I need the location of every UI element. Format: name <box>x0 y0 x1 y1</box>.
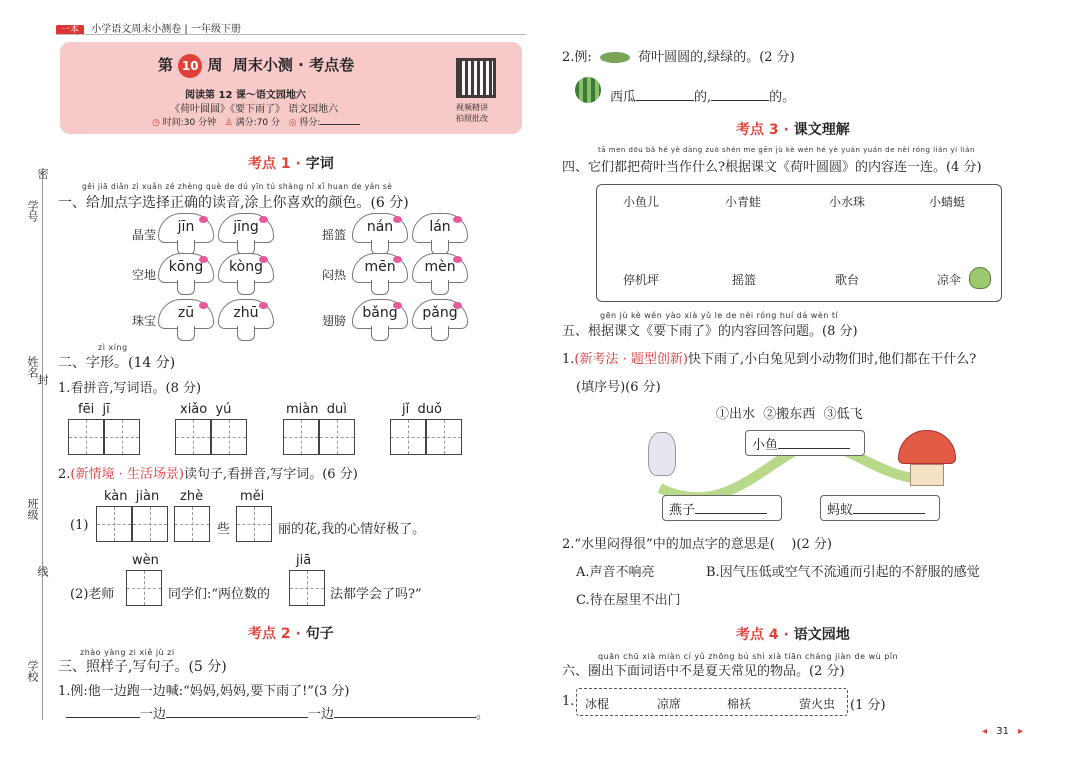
brand-badge: 一本 <box>56 25 84 35</box>
week-badge: 10 <box>178 54 202 78</box>
series-title: 小学语文周末小测卷 <box>91 24 182 35</box>
kp1-label: 考点 1 <box>248 156 291 172</box>
clock-icon: ◷ <box>152 118 160 128</box>
q6-items-box <box>576 688 848 716</box>
mushroom-stem <box>431 326 449 341</box>
q1-word-6: 翅膀 <box>322 314 347 328</box>
s2-py1: wèn <box>132 553 159 568</box>
mushroom-option-2-1[interactable] <box>158 253 214 295</box>
q3-blank-word-2: 一边 <box>308 707 335 722</box>
pinyin-option: zhū <box>233 305 259 321</box>
q3b-prefix: 2.例: <box>562 50 592 65</box>
q2-pinyin: zì xíng <box>98 343 128 352</box>
q5-box-2-label: 燕子 <box>669 503 696 518</box>
q6-item-3[interactable]: 棉袄 <box>727 697 752 711</box>
q6-score: (1 分) <box>850 698 886 713</box>
mushroom-option-3-1[interactable] <box>158 299 214 341</box>
kp3-heading: 考点 3 · 课文理解 <box>736 122 850 138</box>
mushroom-option-5-2[interactable] <box>412 253 468 295</box>
q4-bottom-3[interactable]: 歌台 <box>835 273 860 287</box>
q5-sub1-note: (填序号)(6 分) <box>576 380 661 395</box>
q3b-line2-end: 的。 <box>769 90 796 105</box>
grade-label: 一年级下册 <box>190 24 241 35</box>
s1-grid-a[interactable] <box>96 506 168 546</box>
kp4-title: 语文园地 <box>793 627 850 643</box>
q1-pinyin: gěi jiā diǎn zì xuǎn zé zhèng què de dú yīn tú shàng nǐ xǐ huan de yán sè <box>82 182 393 191</box>
s1-mid: 些 <box>217 522 231 537</box>
mushroom-stem <box>431 280 449 295</box>
pinyin-option: kōng <box>168 259 204 275</box>
s1-end: 丽的花,我的心情好极了。 <box>278 522 426 537</box>
running-header: 一本 小学语文周末小测卷 | 一年级下册 <box>56 20 241 35</box>
q2-sub2 <box>58 463 358 482</box>
side-seal-3: 线 <box>36 566 49 577</box>
binding-line <box>42 170 43 720</box>
q5-sub1 <box>562 348 976 367</box>
q2-sub2-tag: (新情境 · 生活场景) <box>70 467 184 482</box>
q6-pinyin: quān chū xià miàn cí yǔ zhōng bú shì xià tiān cháng jiàn de wù pǐn <box>598 652 899 661</box>
s1-grid-b[interactable] <box>174 506 210 546</box>
s2-py2: jiā <box>296 553 312 568</box>
banner-title-pre: 第 <box>158 56 174 74</box>
target-icon: ◎ <box>288 118 297 128</box>
pinyin-option: kòng <box>229 259 263 275</box>
person-icon: ♙ <box>224 118 233 128</box>
q4-bottom-1[interactable]: 停机坪 <box>623 273 660 287</box>
rabbit-icon <box>648 432 676 476</box>
q5-box-3-label: 蚂蚁 <box>827 503 854 518</box>
q6-item-4[interactable]: 萤火虫 <box>799 697 836 711</box>
q1-word-2: 空地 <box>132 268 157 282</box>
mushroom-stem <box>177 326 195 341</box>
q2-grid-3[interactable] <box>283 419 355 459</box>
banner <box>60 42 522 134</box>
q3-answer-line[interactable]: 一边 一边 。 <box>66 703 489 722</box>
q2-py-3: miàn duì <box>286 402 347 417</box>
scope-line1: 阅读第 12 课～语文园地六 <box>185 90 306 101</box>
banner-title <box>158 54 354 78</box>
side-name: 姓名 <box>26 356 39 378</box>
q2-py-4: jǐ duǒ <box>402 402 442 417</box>
kp3-label: 考点 3 <box>736 122 779 138</box>
pinyin-option: bǎng <box>362 305 398 321</box>
q4-text: 四、它们都把荷叶当作什么?根据课文《荷叶圆圆》的内容连一连。(4 分) <box>562 160 982 175</box>
q5-text: 五、根据课文《要下雨了》的内容回答问题。(8 分) <box>562 324 858 339</box>
score-label: 得分: <box>299 118 321 128</box>
mushroom-option-3-2[interactable] <box>218 299 274 341</box>
q4-top-3[interactable]: 小水珠 <box>829 195 866 209</box>
q4-top-1[interactable]: 小鱼儿 <box>623 195 660 209</box>
side-seal-2: 封 <box>36 374 49 385</box>
q6-text: 六、圈出下面词语中不是夏天常见的物品。(2 分) <box>562 664 845 679</box>
pinyin-option: mèn <box>424 259 456 275</box>
q3b-line1 <box>562 46 795 65</box>
q6-prefix: 1. <box>562 694 575 709</box>
watermelon-icon <box>575 77 601 103</box>
time-label: 时间:30 分钟 <box>162 118 217 128</box>
q5-sub2: 2.“水里闷得很”中的加点字的意思是( )(2 分) <box>562 537 832 552</box>
side-class: 班级 <box>26 498 39 520</box>
pinyin-option: jīn <box>177 219 195 235</box>
q3b-line2[interactable] <box>610 86 795 105</box>
kp3-title: 课文理解 <box>793 122 850 138</box>
q5-sub1-tag: (新考法 · 题型创新) <box>574 352 688 367</box>
q5-opt-b[interactable]: B.因气压低或空气不流通而引起的不舒服的感觉 <box>706 565 980 580</box>
s2-no: (2)老师 <box>70 587 115 602</box>
q3b-text: 荷叶圆圆的,绿绿的。(2 分) <box>638 50 795 65</box>
kp2-label: 考点 2 <box>248 626 291 642</box>
mushroom-option-2-2[interactable] <box>218 253 274 295</box>
mushroom-house-stem <box>910 464 944 486</box>
side-school: 学校 <box>26 660 39 682</box>
q2-grid-1[interactable] <box>68 419 140 459</box>
full-score-label: 满分:70 分 <box>235 118 280 128</box>
q4-bottom-4[interactable]: 凉伞 <box>937 273 962 287</box>
mushroom-option-1-1[interactable] <box>158 213 214 255</box>
side-student-no: 学号 <box>26 200 39 222</box>
mushroom-stem <box>237 280 255 295</box>
pinyin-option: nán <box>366 219 394 235</box>
s1-py3: měi <box>240 489 265 504</box>
q1-word-4: 摇篮 <box>322 228 347 242</box>
q3b-line2-mid: 的, <box>694 90 712 105</box>
page-number: 31 <box>996 726 1009 737</box>
q4-top-2[interactable]: 小青蛙 <box>725 195 762 209</box>
q5-sub1-prefix: 1. <box>562 352 575 367</box>
side-seal-1: 密 <box>36 168 49 179</box>
kp2-title: 句子 <box>305 626 334 642</box>
mushroom-stem <box>371 326 389 341</box>
s2-mid: 同学们:“两位数的 <box>168 587 271 602</box>
mushroom-stem <box>237 326 255 341</box>
mushroom-option-6-2[interactable] <box>412 299 468 341</box>
q6-item-2[interactable]: 凉席 <box>657 697 682 711</box>
pinyin-option: jīng <box>233 219 259 235</box>
q3-sub1: 1.例:他一边跑一边喊:“妈妈,妈妈,要下雨了!”(3 分) <box>58 684 350 699</box>
pinyin-option: lán <box>429 219 451 235</box>
s1-grid-c[interactable] <box>236 506 272 546</box>
mushroom-option-1-2[interactable] <box>218 213 274 255</box>
page-footer <box>982 726 1023 737</box>
q4-bottom-2[interactable]: 摇篮 <box>732 273 757 287</box>
q3-text: 三、照样子,写句子。(5 分) <box>58 659 227 675</box>
q2-grid-4[interactable] <box>390 419 462 459</box>
q5-pinyin: gēn jù kè wén yào xià yǔ le de nèi róng huí dá wèn tí <box>600 311 839 320</box>
lotus-leaf-icon <box>600 52 630 63</box>
pinyin-option: pǎng <box>422 305 458 321</box>
mushroom-stem <box>371 280 389 295</box>
q5-options: ①出水 ②搬东西 ③低飞 <box>716 407 863 422</box>
q2-py-2: xiǎo yú <box>180 402 232 417</box>
prev-page-icon[interactable]: ◂ <box>982 726 988 737</box>
header-rule <box>56 34 526 35</box>
kp4-label: 考点 4 <box>736 627 779 643</box>
mushroom-stem <box>177 280 195 295</box>
scope-line2: 《荷叶圆圆》《要下雨了》 语文园地六 <box>170 104 339 115</box>
kp1-title: 字词 <box>305 156 334 172</box>
pinyin-option: mēn <box>364 259 396 275</box>
q2-py-1: fēi jī <box>78 402 110 417</box>
q6-item-1[interactable]: 冰棍 <box>585 697 610 711</box>
s1-py2: zhè <box>180 489 204 504</box>
mushroom-option-6-1[interactable] <box>352 299 408 341</box>
next-page-icon[interactable]: ▸ <box>1018 726 1024 737</box>
q1-word-3: 珠宝 <box>132 314 157 328</box>
q5-opt-c[interactable]: C.待在屋里不出门 <box>576 593 681 608</box>
mushroom-option-4-2[interactable] <box>412 213 468 255</box>
q3-blank-word-1: 一边 <box>140 707 167 722</box>
s1-no: (1) <box>70 518 89 533</box>
pinyin-option: zū <box>177 305 195 321</box>
qr-caption-1: 视频精讲 <box>456 103 488 112</box>
s2-grid-b[interactable] <box>289 570 325 610</box>
q2-sub1: 1.看拼音,写词语。(8 分) <box>58 381 202 396</box>
q4-match-box <box>596 184 1002 302</box>
q5-sub1-text: 快下雨了,小白兔见到小动物们时,他们都在干什么? <box>687 352 977 367</box>
q5-box-1-label: 小鱼 <box>752 438 779 453</box>
q1-text: 一、给加点字选择正确的读音,涂上你喜欢的颜色。(6 分) <box>58 195 409 211</box>
kp2-heading: 考点 2 · 句子 <box>248 626 334 642</box>
q5-box-1[interactable] <box>745 430 865 456</box>
q1-word-5: 闷热 <box>322 268 347 282</box>
s2-end: 法都学会了吗?” <box>330 587 422 602</box>
qr-caption-2: 拍照批改 <box>456 114 488 123</box>
q2-text: 二、字形。(14 分) <box>58 355 176 371</box>
mushroom-option-4-1[interactable] <box>352 213 408 255</box>
qr-code[interactable] <box>456 58 496 98</box>
q2-sub2-text: 读句子,看拼音,写字词。(6 分) <box>183 467 358 482</box>
frog-icon <box>969 267 991 289</box>
kp4-heading: 考点 4 · 语文园地 <box>736 627 850 643</box>
q1-word-1: 晶莹 <box>132 228 157 242</box>
q5-opt-a[interactable]: A.声音不响亮 <box>576 565 655 580</box>
q5-box-2[interactable] <box>662 495 782 521</box>
q4-top-4[interactable]: 小蜻蜓 <box>929 195 966 209</box>
s2-grid-a[interactable] <box>126 570 162 610</box>
q3-pinyin: zhào yàng zi xiě jù zi <box>80 648 175 657</box>
q3b-line2-pre: 西瓜 <box>610 90 637 105</box>
banner-meta <box>152 115 360 128</box>
kp1-heading: 考点 1 · 字词 <box>248 156 334 172</box>
q2-sub2-prefix: 2. <box>58 467 71 482</box>
banner-title-post: 周 周末小测 · 考点卷 <box>207 56 355 74</box>
q2-grid-2[interactable] <box>175 419 247 459</box>
q5-box-3[interactable] <box>820 495 940 521</box>
s1-py1: kàn jiàn <box>104 489 160 504</box>
mushroom-option-5-1[interactable] <box>352 253 408 295</box>
q4-pinyin: tā men dōu bǎ hé yè dàng zuò shén me gēn jù kè wén hé yè yuán yuán de nèi róng lián yi lián <box>598 146 975 154</box>
